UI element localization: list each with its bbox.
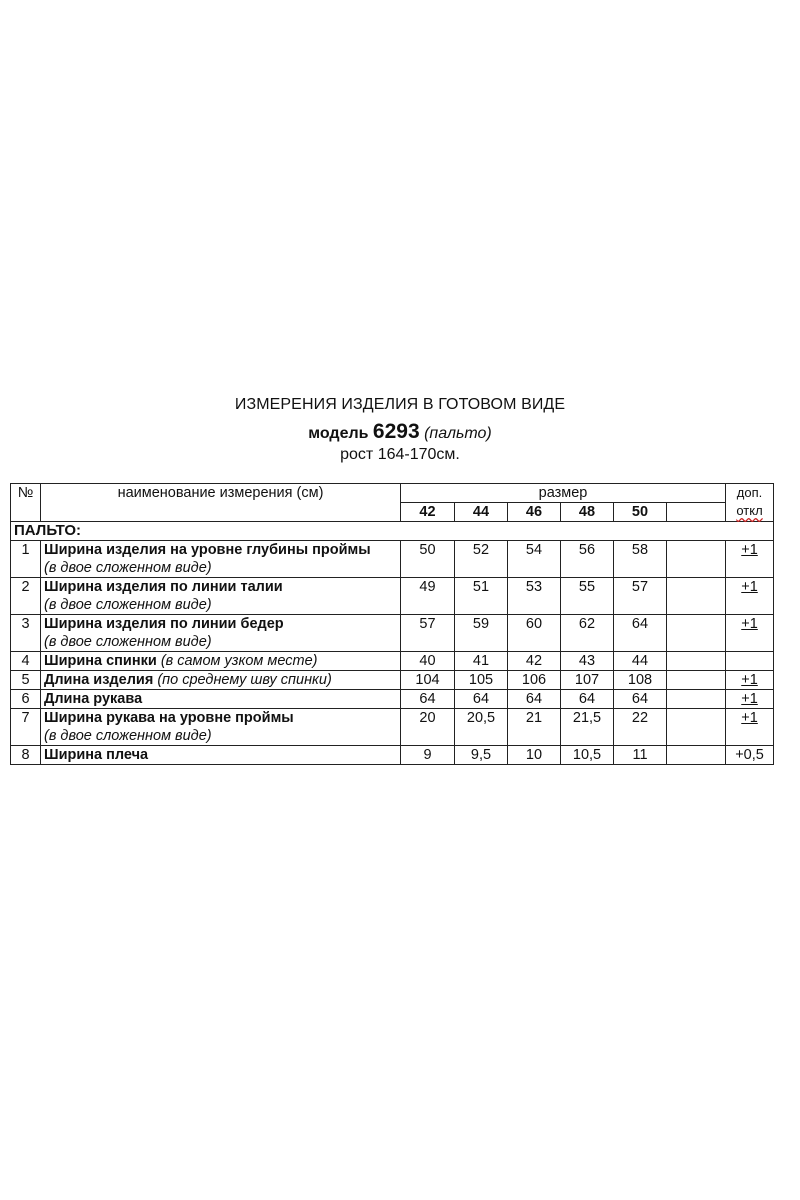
size-header: 44: [455, 503, 508, 522]
row-number: 7: [11, 709, 41, 746]
tolerance-value: [726, 709, 774, 746]
table-body: [11, 484, 774, 765]
empty-cell: [667, 578, 726, 615]
col-no-header: №: [11, 484, 41, 522]
size-value: 64: [401, 690, 455, 709]
size-value: 64: [508, 690, 561, 709]
tolerance-value: [726, 652, 774, 671]
measurement-name-cell: [41, 578, 401, 615]
col-size-header: размер: [401, 484, 726, 503]
measurement-name-cell: [41, 541, 401, 578]
measurement-name-cell: [41, 709, 401, 746]
size-value: 9: [401, 746, 455, 765]
measurement-note: (по среднему шву спинки): [157, 672, 332, 688]
tolerance-text: +1: [741, 542, 758, 558]
size-value: 106: [508, 671, 561, 690]
tolerance-text: +1: [741, 579, 758, 595]
size-value: 9,5: [455, 746, 508, 765]
measurement-note: (в самом узком месте): [160, 653, 318, 669]
measurement-name: Ширина изделия по линии бедер: [44, 616, 284, 632]
tolerance-label-2: откл: [736, 503, 763, 518]
table-row: [11, 652, 774, 671]
size-value: 104: [401, 671, 455, 690]
table-row: [11, 671, 774, 690]
col-tolerance-header: [726, 484, 774, 522]
measurement-name: Ширина рукава на уровне проймы: [44, 710, 294, 726]
measurement-note: (в двое сложенном виде): [44, 634, 212, 650]
tolerance-text: +1: [741, 710, 758, 726]
size-value: 56: [561, 541, 614, 578]
size-value: 44: [614, 652, 667, 671]
table-row: [11, 578, 774, 615]
model-number: 6293: [372, 420, 420, 443]
measurement-name: Ширина спинки: [44, 653, 157, 669]
document-title: ИЗМЕРЕНИЯ ИЗДЕЛИЯ В ГОТОВОМ ВИДЕ: [234, 396, 566, 413]
table-row: [11, 709, 774, 746]
size-header: 42: [401, 503, 455, 522]
size-value: 51: [455, 578, 508, 615]
measurement-name: Ширина плеча: [44, 747, 149, 763]
size-header-empty: [667, 503, 726, 522]
row-number: 5: [11, 671, 41, 690]
row-number: 6: [11, 690, 41, 709]
measurement-name-cell: [41, 615, 401, 652]
measurement-name-cell: [41, 690, 401, 709]
size-value: 64: [561, 690, 614, 709]
empty-cell: [667, 652, 726, 671]
measurement-note: (в двое сложенном виде): [44, 597, 212, 613]
size-value: 10: [508, 746, 561, 765]
empty-cell: [667, 671, 726, 690]
model-label: модель: [308, 425, 369, 442]
tolerance-value: [726, 615, 774, 652]
measurement-name: Ширина изделия на уровне глубины проймы: [44, 542, 371, 558]
size-value: 105: [455, 671, 508, 690]
size-value: 22: [614, 709, 667, 746]
size-value: 64: [455, 690, 508, 709]
size-value: 42: [508, 652, 561, 671]
tolerance-value: [726, 541, 774, 578]
tolerance-value: [726, 578, 774, 615]
size-header: 46: [508, 503, 561, 522]
height-range: рост 164-170см.: [340, 446, 460, 463]
size-value: 20: [401, 709, 455, 746]
section-row: [11, 522, 774, 541]
size-value: 58: [614, 541, 667, 578]
size-value: 108: [614, 671, 667, 690]
size-header: 50: [614, 503, 667, 522]
model-line: [0, 420, 800, 444]
model-kind: (пальто): [424, 425, 492, 442]
row-number: 3: [11, 615, 41, 652]
empty-cell: [667, 541, 726, 578]
row-number: 8: [11, 746, 41, 765]
measurement-name: Ширина изделия по линии талии: [44, 579, 283, 595]
measurements-table: [10, 483, 774, 765]
size-value: 107: [561, 671, 614, 690]
tolerance-label-1: доп.: [736, 485, 763, 500]
size-value: 53: [508, 578, 561, 615]
size-value: 57: [401, 615, 455, 652]
row-number: 1: [11, 541, 41, 578]
measurement-note: (в двое сложенном виде): [44, 560, 212, 576]
tolerance-text: +0,5: [735, 747, 764, 763]
size-value: 52: [455, 541, 508, 578]
table-row: [11, 746, 774, 765]
table-row: [11, 690, 774, 709]
tolerance-value: [726, 690, 774, 709]
col-name-header: наименование измерения (см): [41, 484, 401, 522]
measurement-name: Длина рукава: [44, 691, 143, 707]
size-value: 10,5: [561, 746, 614, 765]
measurement-name-cell: [41, 671, 401, 690]
empty-cell: [667, 615, 726, 652]
size-value: 11: [614, 746, 667, 765]
size-value: 64: [614, 615, 667, 652]
size-value: 41: [455, 652, 508, 671]
measurement-name: Длина изделия: [44, 672, 154, 688]
size-value: 40: [401, 652, 455, 671]
empty-cell: [667, 709, 726, 746]
measurement-name-cell: [41, 652, 401, 671]
table-row: [11, 541, 774, 578]
size-value: 64: [614, 690, 667, 709]
size-value: 59: [455, 615, 508, 652]
empty-cell: [667, 746, 726, 765]
size-value: 20,5: [455, 709, 508, 746]
size-value: 49: [401, 578, 455, 615]
section-title: ПАЛЬТО:: [11, 522, 774, 541]
measurement-name-cell: [41, 746, 401, 765]
tolerance-text: +1: [741, 691, 758, 707]
size-value: 21: [508, 709, 561, 746]
table-header-row: [11, 484, 774, 503]
row-number: 2: [11, 578, 41, 615]
size-value: 57: [614, 578, 667, 615]
row-number: 4: [11, 652, 41, 671]
tolerance-text: +1: [741, 616, 758, 632]
size-value: 50: [401, 541, 455, 578]
size-value: 21,5: [561, 709, 614, 746]
size-value: 55: [561, 578, 614, 615]
size-value: 43: [561, 652, 614, 671]
size-value: 60: [508, 615, 561, 652]
table-row: [11, 615, 774, 652]
size-header: 48: [561, 503, 614, 522]
measurement-note: (в двое сложенном виде): [44, 728, 212, 744]
size-value: 62: [561, 615, 614, 652]
size-value: 54: [508, 541, 561, 578]
tolerance-value: [726, 746, 774, 765]
tolerance-text: +1: [741, 672, 758, 688]
empty-cell: [667, 690, 726, 709]
tolerance-value: [726, 671, 774, 690]
